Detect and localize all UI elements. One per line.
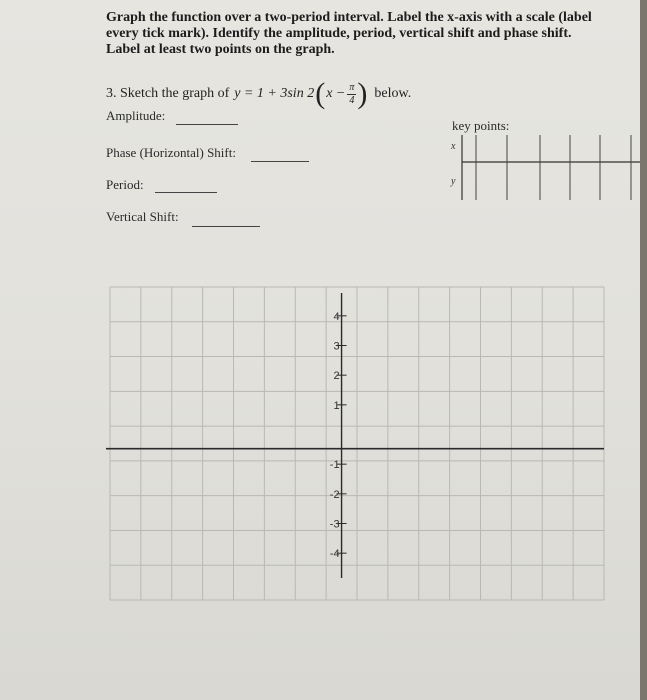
amplitude-label: Amplitude: <box>106 108 166 123</box>
y-tick-label: -3 <box>329 518 340 531</box>
fraction-denominator: 4 <box>349 94 355 106</box>
y-tick-label: 2 <box>333 370 340 383</box>
y-tick-label: -2 <box>329 488 340 501</box>
y-tick-label: 4 <box>333 310 340 323</box>
problem-suffix: below. <box>374 86 412 101</box>
y-tick-label: 3 <box>333 340 340 353</box>
y-axis-ticks <box>330 311 347 560</box>
coordinate-grid <box>110 287 604 600</box>
key-points-table <box>462 135 640 200</box>
y-tick-label: 1 <box>333 399 340 412</box>
key-points-label: key points: <box>452 118 510 133</box>
vertical-shift-label: Vertical Shift: <box>106 209 179 224</box>
y-tick-label: -1 <box>329 459 340 472</box>
instructions-line-3: Label at least two points on the graph. <box>106 42 335 57</box>
instructions-line-1: Graph the function over a two-period interval. Label the x-axis with a scale (label <box>106 10 592 25</box>
y-tick-label: -4 <box>329 548 340 561</box>
key-points-x-label: x <box>451 141 456 152</box>
key-points-y-label: y <box>451 176 456 187</box>
phase-shift-label: Phase (Horizontal) Shift: <box>106 145 236 160</box>
problem-prefix: 3. Sketch the graph of <box>106 86 230 101</box>
graph-axes <box>106 293 604 578</box>
formula-inner-var: x − <box>326 86 346 101</box>
fraction-numerator: π <box>349 81 355 93</box>
period-label: Period: <box>106 177 144 192</box>
right-paren: ) <box>357 77 368 110</box>
formula-lhs: y = 1 + 3sin 2 <box>234 86 315 101</box>
instructions-line-2: every tick mark). Identify the amplitude, period, vertical shift and phase shift. <box>106 26 572 41</box>
left-paren: ( <box>315 77 326 110</box>
